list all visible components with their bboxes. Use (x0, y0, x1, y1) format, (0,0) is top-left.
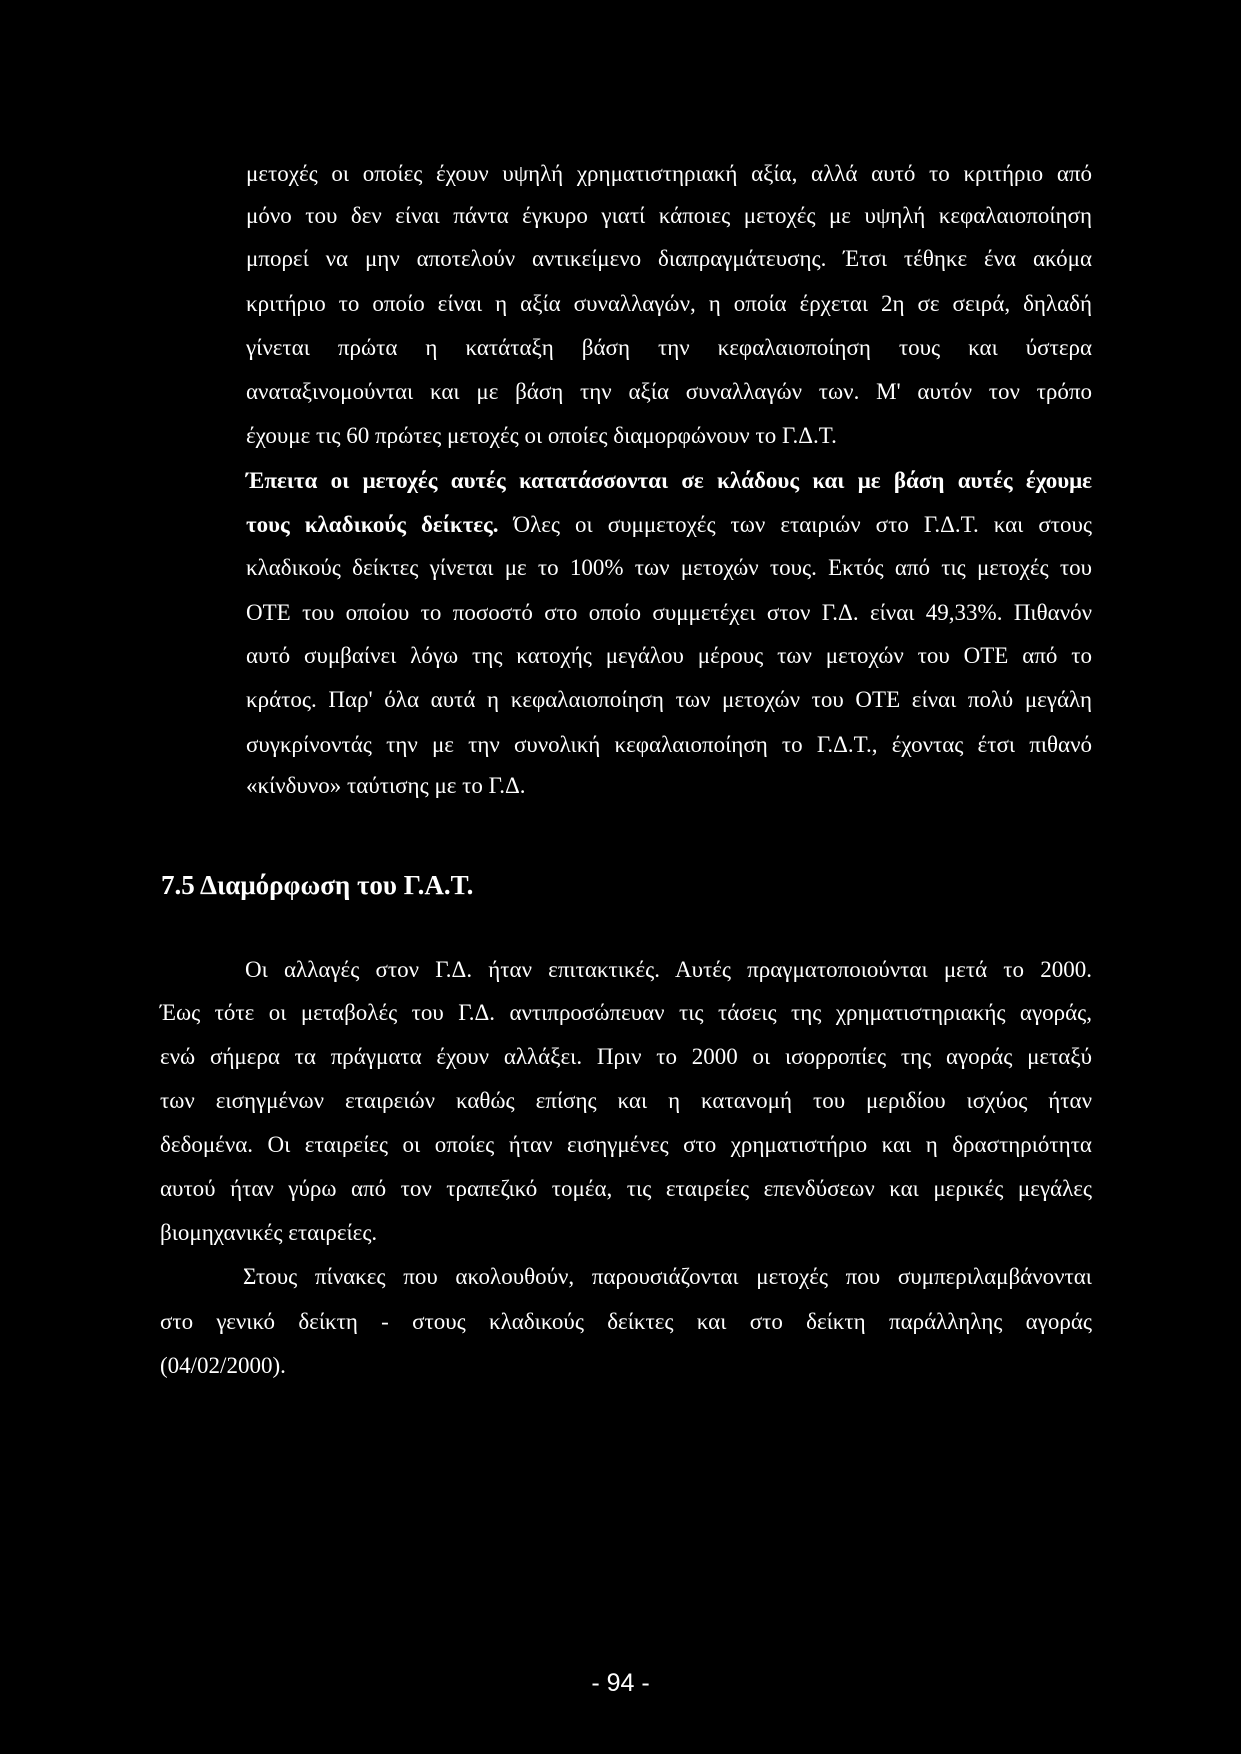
text-line: αυτό συμβαίνει λόγω της κατοχής μεγάλου μέρους των μετοχών του ΟΤΕ από το (246, 643, 1092, 668)
regular-phrase: Όλες οι συμμετοχές των εταιριών στο Γ.Δ.Τ. και στους (498, 512, 1092, 537)
text-line: μόνο του δεν είναι πάντα έγκυρο γιατί κάποιες μετοχές με υψηλή κεφαλαιοποίηση (246, 203, 1092, 228)
text-line: κλαδικούς δείκτες γίνεται με το 100% των μετοχών τους. Εκτός από τις μετοχές του (246, 555, 1092, 580)
text-line: Οι αλλαγές στον Γ.Δ. ήταν επιτακτικές. Αυτές πραγματοποιούνται μετά το 2000. (245, 957, 1092, 982)
text-line: γίνεται πρώτα η κατάταξη βάση την κεφαλαιοποίηση τους και ύστερα (246, 335, 1092, 360)
page-number: - 94 - (591, 1669, 650, 1697)
bold-phrase: τους κλαδικούς δείκτες. (246, 512, 499, 537)
text-line: μπορεί να μην αποτελούν αντικείμενο διαπραγμάτευσης. Έτσι τέθηκε ένα ακόμα (246, 246, 1092, 271)
text-line: ενώ σήμερα τα πράγματα έχουν αλλάξει. Πριν το 2000 οι ισορροπίες της αγοράς μεταξύ (160, 1044, 1092, 1069)
text-line: μετοχές οι οποίες έχουν υψηλή χρηματιστηριακή αξία, αλλά αυτό το κριτήριο από (246, 161, 1092, 186)
text-line: «κίνδυνο» ταύτισης με το Γ.Δ. (246, 773, 526, 798)
text-line: αυτού ήταν γύρω από τον τραπεζικό τομέα, τις εταιρείες επενδύσεων και μερικές μεγάλες (160, 1176, 1092, 1201)
section-heading: 7.5 Διαμόρφωση του Γ.Α.Τ. (161, 870, 474, 900)
text-line: των εισηγμένων εταιρειών καθώς επίσης και η κατανομή του μεριδίου ισχύος ήταν (160, 1088, 1092, 1113)
text-line-bold: Έπειτα οι μετοχές αυτές κατατάσσονται σε κλάδους και με βάση αυτές έχουμε (246, 468, 1092, 493)
text-line: κριτήριο το οποίο είναι η αξία συναλλαγών, η οποία έρχεται 2η σε σειρά, δηλαδή (246, 291, 1092, 316)
text-line-mixed (246, 510, 1092, 540)
text-line: αναταξινομούνται και με βάση την αξία συναλλαγών των. Μ' αυτόν τον τρόπο (246, 379, 1092, 404)
text-line: κράτος. Παρ' όλα αυτά η κεφαλαιοποίηση των μετοχών του ΟΤΕ είναι πολύ μεγάλη (246, 687, 1092, 712)
text-line: βιομηχανικές εταιρείες. (160, 1220, 378, 1245)
text-line: συγκρίνοντάς την με την συνολική κεφαλαιοποίηση το Γ.Δ.Τ., έχοντας έτσι πιθανό (246, 732, 1092, 757)
text-line: ΟΤΕ του οποίου το ποσοστό στο οποίο συμμετέχει στον Γ.Δ. είναι 49,33%. Πιθανόν (246, 600, 1092, 625)
text-line: στο γενικό δείκτη - στους κλαδικούς δείκτες και στο δείκτη παράλληλης αγοράς (160, 1309, 1092, 1334)
text-line: δεδομένα. Οι εταιρείες οι οποίες ήταν εισηγμένες στο χρηματιστήριο και η δραστηριότητα (160, 1132, 1092, 1157)
text-line: (04/02/2000). (160, 1353, 286, 1378)
text-line: Έως τότε οι μεταβολές του Γ.Δ. αντιπροσώπευαν τις τάσεις της χρηματιστηριακής αγοράς, (160, 1000, 1092, 1025)
text-line: Στους πίνακες που ακολουθούν, παρουσιάζονται μετοχές που συμπεριλαμβάνονται (243, 1264, 1092, 1289)
text-line: έχουμε τις 60 πρώτες μετοχές οι οποίες διαμορφώνουν το Γ.Δ.Τ. (246, 423, 837, 448)
